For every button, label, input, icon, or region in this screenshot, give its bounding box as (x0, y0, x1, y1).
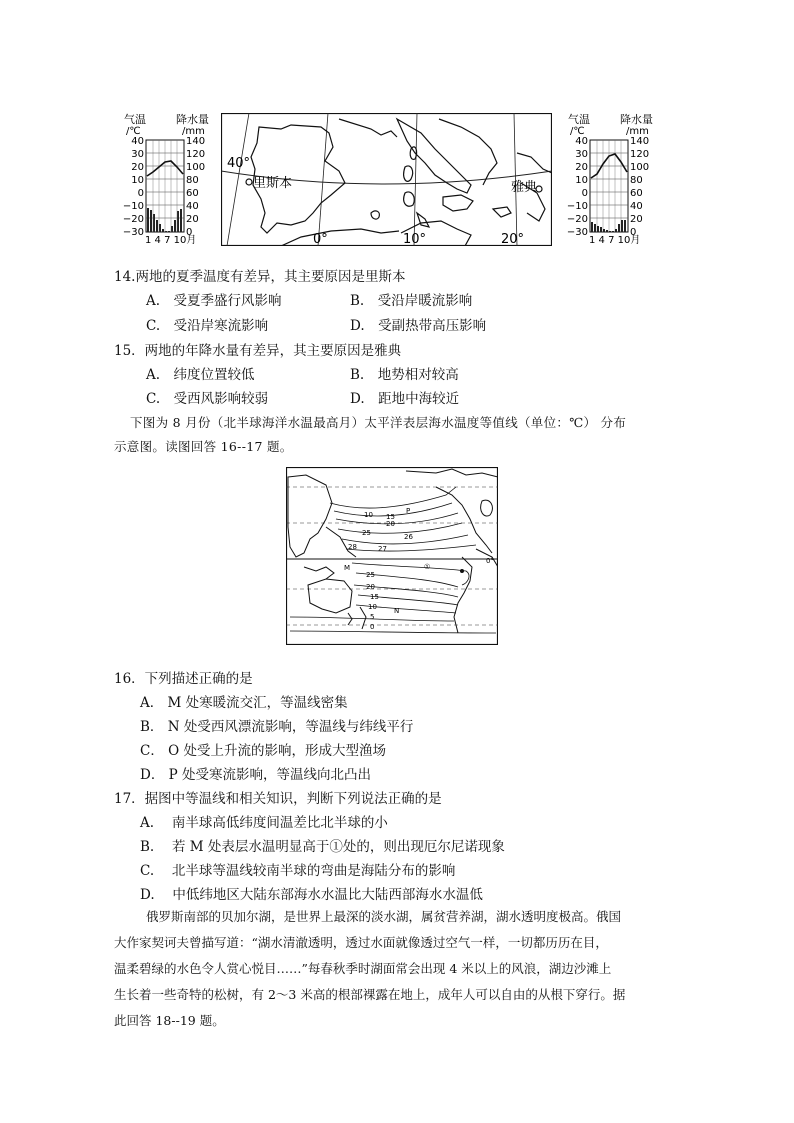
q15-option-c: C. 受西风影响较弱 (146, 391, 269, 407)
svg-text:80: 80 (186, 175, 199, 186)
svg-text:100: 100 (630, 162, 650, 173)
precip-bars (591, 220, 626, 232)
svg-text:5: 5 (370, 613, 375, 621)
q17-stem: 17．据图中等温线和相关知识，判断下列说法正确的是 (114, 791, 442, 807)
lat-40-label: 40° (227, 156, 251, 171)
temp-title: 气温 (124, 113, 146, 126)
precip-unit: /mm (182, 126, 205, 137)
svg-text:40: 40 (575, 136, 588, 147)
q14-stem: 14.两地的夏季温度有差异，其主要原因是里斯本 (114, 269, 406, 285)
temp-unit: /℃ (126, 126, 141, 137)
q14-option-c: C. 受沿岸寒流影响 (146, 318, 269, 334)
q17-option-b: B. 若 M 处表层水温明显高于①处的，则出现厄尔尼诺现象 (140, 839, 505, 855)
intro3-line5: 此回答 18--19 题。 (114, 1013, 225, 1028)
athens-climate-chart (560, 112, 666, 247)
svg-text:/mm: /mm (626, 126, 649, 137)
athens-label: 雅典 (511, 180, 538, 195)
q17-option-c: C. 北半球等温线较南半球的弯曲是海陆分布的影响 (140, 863, 456, 879)
q16-option-c: C． O 处受上升流的影响，形成大型渔场 (140, 743, 386, 759)
intro3-line2: 大作家契诃夫曾描写道：“湖水清澈透明，透过水面就像透过空气一样，一切都历历在目， (114, 935, 608, 950)
intro3-line3: 温柔碧绿的水色令人赏心悦目……”每春秋季时湖面常会出现 4 米以上的风浪，湖边沙滩上 (114, 961, 612, 976)
svg-text:28: 28 (348, 543, 357, 551)
svg-text:26: 26 (404, 533, 413, 541)
pacific-isotherm-map (286, 467, 498, 645)
svg-text:15: 15 (386, 513, 395, 521)
lon-20-label: 20° (501, 232, 525, 246)
svg-text:−30: −30 (122, 227, 144, 238)
precip-title: 降水量 (176, 113, 209, 126)
lon-0-label: 0° (313, 232, 328, 246)
svg-text:0: 0 (137, 188, 144, 199)
svg-text:10: 10 (364, 511, 373, 519)
q14-option-d: D. 受副热带高压影响 (350, 318, 487, 334)
precip-bars (147, 208, 182, 232)
svg-text:27: 27 (378, 545, 387, 553)
q15-option-d: D. 距地中海较近 (350, 391, 460, 407)
svg-text:20: 20 (131, 162, 144, 173)
svg-text:0°: 0° (486, 557, 494, 565)
q14-option-a: A. 受夏季盛行风影响 (146, 293, 282, 309)
svg-text:−20: −20 (122, 214, 144, 225)
svg-text:降水量: 降水量 (620, 113, 653, 126)
svg-text:40: 40 (131, 136, 144, 147)
svg-text:25: 25 (362, 529, 371, 537)
svg-text:20: 20 (575, 162, 588, 173)
lisbon-marker (246, 179, 252, 185)
q16-option-a: A． M 处寒暖流交汇，等温线密集 (140, 695, 348, 711)
svg-text:40: 40 (630, 201, 643, 212)
svg-text:10: 10 (368, 603, 377, 611)
svg-text:0: 0 (186, 227, 193, 238)
q15-option-a: A. 纬度位置较低 (146, 367, 255, 383)
svg-text:60: 60 (630, 188, 643, 199)
intro3-line1: 俄罗斯南部的贝加尔湖，是世界上最深的淡水湖，属贫营养湖，湖水透明度极高。俄国 (146, 909, 622, 924)
svg-text:120: 120 (186, 149, 206, 160)
svg-text:40: 40 (186, 201, 199, 212)
svg-text:1 4 7 10月: 1 4 7 10月 (589, 235, 641, 246)
svg-text:30: 30 (131, 149, 144, 160)
svg-text:−10: −10 (122, 201, 144, 212)
svg-text:0: 0 (581, 188, 588, 199)
svg-text:80: 80 (630, 175, 643, 186)
svg-text:20: 20 (186, 214, 199, 225)
svg-text:100: 100 (186, 162, 206, 173)
lisbon-label: 里斯本 (253, 176, 293, 191)
svg-text:①: ① (424, 563, 431, 571)
svg-text:0: 0 (630, 227, 637, 238)
intro2-line1: 下图为 8 月份（北半球海洋水温最高月）太平洋表层海水温度等值线（单位：℃） 分布 (130, 415, 627, 430)
intro2-line2: 示意图。读图回答 16--17 题。 (114, 439, 293, 454)
lon-10-label: 10° (403, 232, 427, 246)
svg-text:140: 140 (186, 136, 206, 147)
point-o-marker (460, 569, 464, 573)
svg-text:20: 20 (386, 520, 395, 528)
svg-text:20: 20 (366, 583, 375, 591)
svg-text:M: M (344, 564, 351, 572)
svg-text:25: 25 (366, 571, 375, 579)
svg-text:60: 60 (186, 188, 199, 199)
svg-text:20: 20 (630, 214, 643, 225)
svg-text:0: 0 (370, 623, 375, 631)
q15-option-b: B. 地势相对较高 (350, 367, 459, 383)
svg-text:−10: −10 (566, 201, 588, 212)
mediterranean-map (221, 113, 552, 246)
q16-option-d: D． P 处受寒流影响，等温线向北凸出 (140, 767, 371, 783)
svg-text:气温: 气温 (568, 113, 590, 126)
svg-text:/℃: /℃ (570, 126, 585, 137)
svg-text:10: 10 (575, 175, 588, 186)
q14-option-b: B. 受沿岸暖流影响 (350, 293, 473, 309)
svg-text:140: 140 (630, 136, 650, 147)
q16-stem: 16．下列描述正确的是 (114, 671, 253, 687)
svg-text:−30: −30 (566, 227, 588, 238)
lisbon-climate-chart (116, 112, 216, 247)
q17-option-d: D. 中低纬地区大陆东部海水水温比大陆西部海水水温低 (140, 887, 483, 903)
svg-text:P: P (406, 507, 411, 515)
svg-text:120: 120 (630, 149, 650, 160)
svg-text:−20: −20 (566, 214, 588, 225)
svg-text:10: 10 (131, 175, 144, 186)
intro3-line4: 生长着一些奇特的松树，有 2～3 米高的根部裸露在地上，成年人可以自由的从根下穿行。据 (114, 987, 626, 1002)
q16-option-b: B． N 处受西风漂流影响，等温线与纬线平行 (140, 719, 414, 735)
svg-text:30: 30 (575, 149, 588, 160)
svg-text:15: 15 (370, 593, 379, 601)
q17-option-a: A. 南半球高低纬度间温差比北半球的小 (140, 815, 388, 831)
months-label: 1 4 7 10月 (145, 235, 197, 246)
q15-stem: 15．两地的年降水量有差异，其主要原因是雅典 (114, 343, 402, 359)
svg-text:N: N (394, 607, 400, 615)
